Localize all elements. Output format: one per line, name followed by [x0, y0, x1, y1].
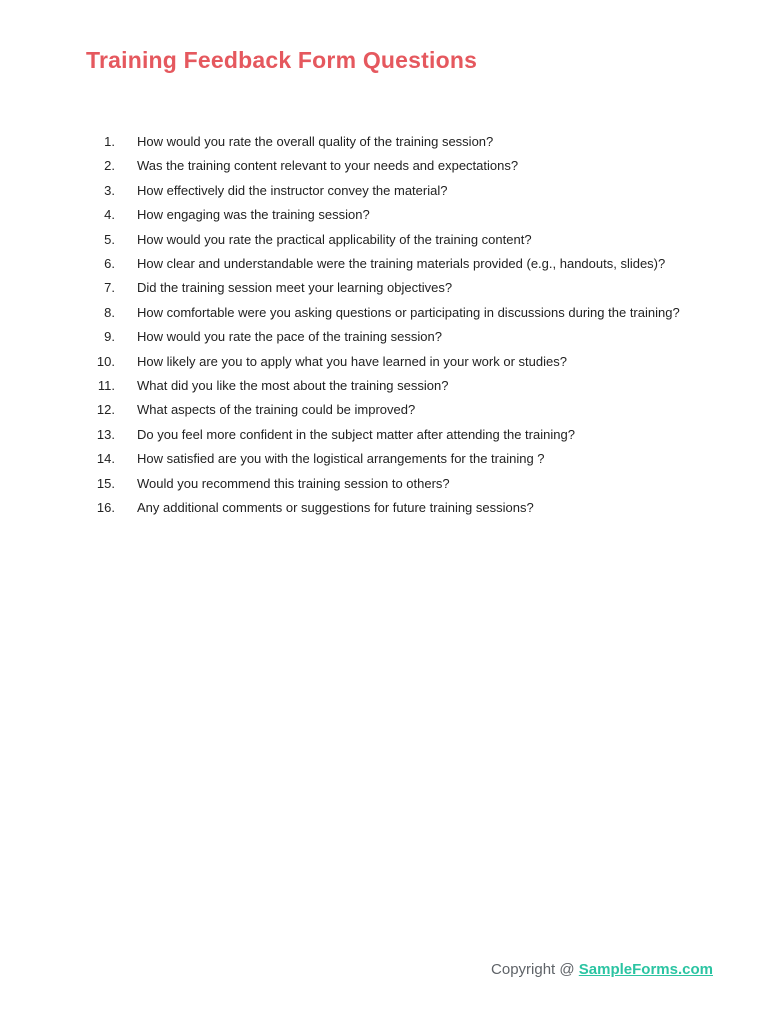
question-text: Do you feel more confident in the subject matter after attending the training? [137, 426, 575, 442]
question-text: How likely are you to apply what you have learned in your work or studies? [137, 353, 567, 369]
question-number: 11. [97, 378, 115, 394]
question-number: 12. [96, 402, 115, 418]
question-text: Did the training session meet your learning objectives? [137, 280, 453, 296]
question-number: 3. [104, 182, 115, 198]
question-item [0, 472, 770, 496]
question-item [0, 350, 770, 374]
question-text: What aspects of the training could be improved? [137, 402, 416, 418]
question-item [0, 447, 770, 471]
question-item [0, 496, 770, 520]
question-item [0, 374, 770, 398]
question-number: 16. [96, 500, 115, 516]
question-text: What did you like the most about the training session? [137, 378, 449, 394]
question-number: 8. [104, 304, 115, 320]
question-item [0, 203, 770, 227]
question-text: How effectively did the instructor convey the material? [137, 182, 448, 198]
question-number: 9. [104, 329, 115, 345]
question-text: How would you rate the pace of the training session? [137, 329, 442, 345]
question-item [0, 179, 770, 203]
question-text: How satisfied are you with the logistical arrangements for the training ? [137, 451, 545, 467]
question-item [0, 154, 770, 178]
question-item [0, 398, 770, 422]
question-text: Would you recommend this training session to others? [137, 475, 450, 491]
question-item [0, 252, 770, 276]
question-number: 13. [96, 426, 115, 442]
question-text: Any additional comments or suggestions for future training sessions? [137, 500, 534, 516]
question-number: 7. [104, 280, 115, 296]
question-item [0, 276, 770, 300]
page-title: Training Feedback Form Questions [86, 47, 478, 73]
question-item [0, 301, 770, 325]
question-number: 14. [96, 451, 115, 467]
question-number: 4. [104, 207, 115, 223]
question-text: How would you rate the overall quality of the training session? [137, 134, 494, 149]
question-text: How engaging was the training session? [137, 207, 370, 223]
question-number: 6. [104, 256, 115, 272]
question-item [0, 228, 770, 252]
question-number: 10. [96, 353, 115, 369]
question-text: How would you rate the practical applicability of the training content? [137, 231, 532, 247]
question-item [0, 130, 770, 154]
question-number: 5. [104, 231, 115, 247]
footer [491, 961, 713, 978]
question-number: 1. [104, 134, 115, 149]
brand-link[interactable]: SampleForms.com [578, 961, 713, 978]
question-item [0, 325, 770, 349]
question-number: 15. [96, 475, 115, 491]
question-text: How clear and understandable were the training materials provided (e.g., handouts, slides)? [137, 256, 666, 272]
copyright-text: Copyright @ [491, 961, 579, 978]
question-text: Was the training content relevant to your needs and expectations? [137, 158, 519, 174]
question-item [0, 423, 770, 447]
question-list [0, 130, 770, 521]
question-number: 2. [104, 158, 115, 174]
question-text: How comfortable were you asking questions or participating in discussions during the training? [137, 304, 680, 320]
